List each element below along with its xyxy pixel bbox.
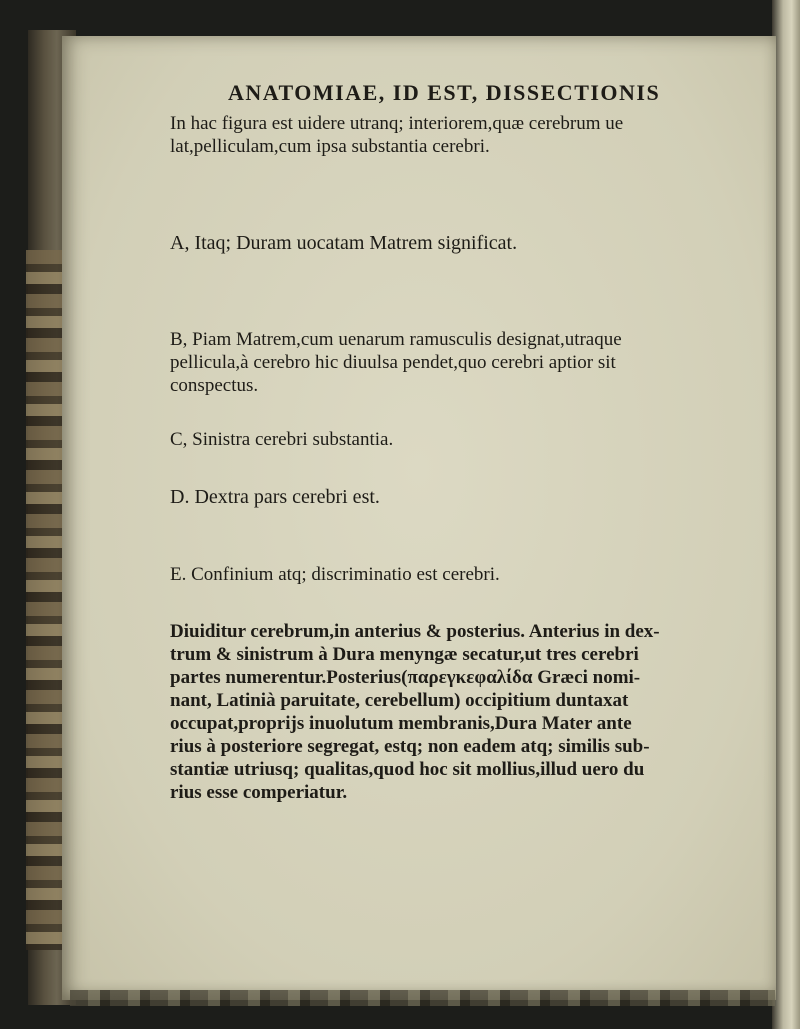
intro-paragraph [170, 112, 623, 158]
diuiditur-line-7: stantiæ utriusq; qualitas,quod hoc sit mollius,illud uero du [170, 759, 645, 780]
item-c: C, Sinistra cerebri substantia. [170, 429, 394, 450]
item-d: D. Dextra pars cerebri est. [170, 486, 380, 508]
diuiditur-line-8: rius esse comperiatur. [170, 782, 348, 803]
item-a: A, Itaq; Duram uocatam Matrem significat. [170, 232, 518, 254]
item-e: E. Confinium atq; discriminatio est cerebri. [170, 564, 500, 585]
item-b-line-1: B, Piam Matrem,cum uenarum ramusculis designat,utraque [170, 329, 622, 350]
item-b [170, 328, 622, 397]
intro-line-2: lat,pelliculam,cum ipsa substantia cerebri. [170, 136, 490, 157]
diuiditur-line-1: Diuiditur cerebrum,in anterius & posterius. Anterius in dex- [170, 621, 660, 642]
running-header: ANATOMIAE, ID EST, DISSECTIONIS [228, 80, 661, 105]
item-b-line-2: pellicula,à cerebro hic diuulsa pendet,quo cerebri aptior sit [170, 352, 616, 373]
diuiditur-line-5: occupat,proprijs inuolutum membranis,Dura Mater ante [170, 713, 632, 734]
binding-pattern [26, 250, 64, 950]
adjacent-page-edge [772, 0, 800, 1029]
diuiditur-line-3: partes numerentur.Posterius(παρεγκεφαλίδα Græci nomi- [170, 667, 641, 688]
diuiditur-paragraph [170, 620, 660, 804]
diuiditur-line-6: rius à posteriore segregat, estq; non eadem atq; similis sub- [170, 736, 650, 757]
diuiditur-line-4: nant, Latinià paruitate, cerebellum) occipitium duntaxat [170, 690, 629, 711]
item-b-line-3: conspectus. [170, 375, 259, 396]
book-page [62, 36, 776, 1000]
page-bottom-edge [70, 990, 775, 1006]
diuiditur-line-2: trum & sinistrum à Dura menyngæ secatur,ut tres cerebri [170, 644, 639, 665]
intro-line-1: In hac figura est uidere utranq; interiorem,quæ cerebrum ue [170, 113, 624, 134]
